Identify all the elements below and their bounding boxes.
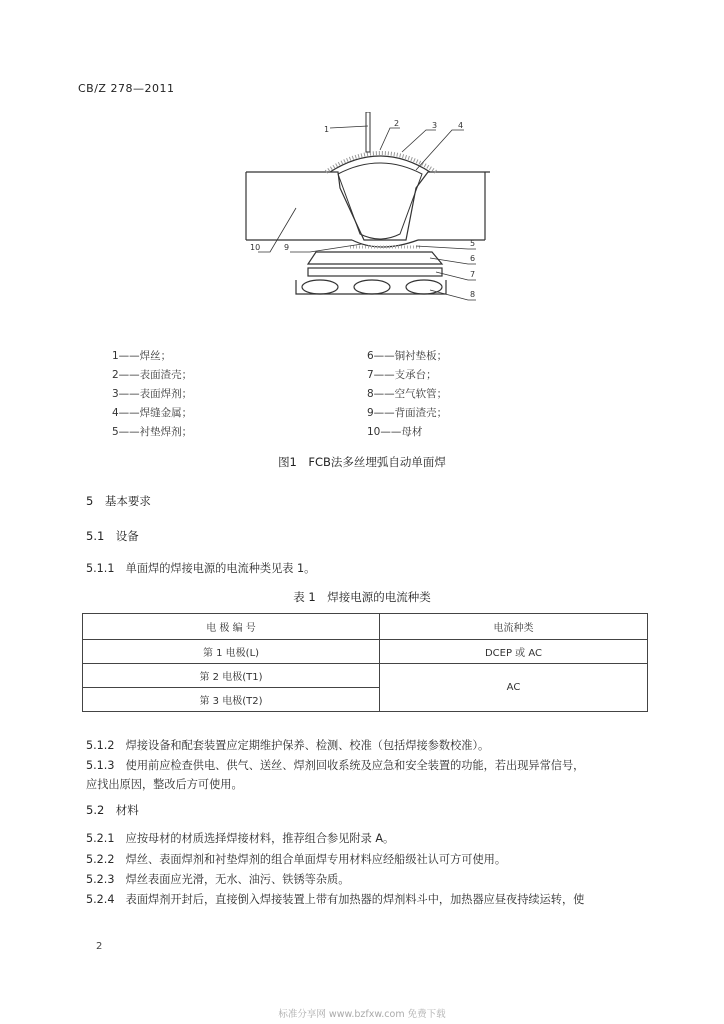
base-metal bbox=[246, 172, 490, 240]
legend-item: 3——表面焊剂； bbox=[112, 388, 193, 400]
air-hose bbox=[302, 280, 338, 294]
table-cell: 第 1 电极(L) bbox=[83, 640, 380, 664]
hose-tray bbox=[296, 280, 446, 294]
current-type-table bbox=[82, 613, 648, 712]
table-cell: 第 3 电极(T2) bbox=[83, 688, 380, 712]
weld-metal bbox=[338, 163, 422, 239]
legend-item: 1——焊丝； bbox=[112, 350, 172, 362]
figure-caption: 图1 FCB法多丝埋弧自动单面焊 bbox=[278, 455, 446, 469]
legend-item: 2——表面渣壳； bbox=[112, 369, 193, 381]
section-heading: 5 基本要求 bbox=[86, 494, 151, 508]
callout-8: 8 bbox=[470, 290, 476, 299]
callout-4: 4 bbox=[458, 121, 464, 130]
callout-10: 10 bbox=[250, 243, 261, 252]
legend-item: 5——衬垫焊剂； bbox=[112, 426, 193, 438]
clause-text: 5.1.2 焊接设备和配套装置应定期维护保养、检测、校准（包括焊接参数校准）。 bbox=[86, 739, 490, 752]
clause-text: 5.2.1 应按母材的材质选择焊接材料，推荐组合参见附录 A。 bbox=[86, 832, 395, 845]
clause-text: 5.2.4 表面焊剂开封后，直接倒入焊接装置上带有加热器的焊剂料斗中，加热器应昼夜持续运转，使 bbox=[86, 893, 585, 906]
clause-text: 5.2.2 焊丝、表面焊剂和衬垫焊剂的组合单面焊专用材料应经船级社认可方可使用。 bbox=[86, 853, 507, 866]
table-header-cell: 电 极 编 号 bbox=[83, 614, 380, 640]
clause-text-continued: 应找出原因，整改后方可使用。 bbox=[86, 778, 243, 791]
welding-diagram bbox=[230, 112, 490, 317]
table-cell: 第 2 电极(T1) bbox=[83, 664, 380, 688]
clause-text: 5.1.3 使用前应检查供电、供气、送丝、焊剂回收系统及应急和安全装置的功能，若出现异常信号， bbox=[86, 759, 585, 772]
table-cell: AC bbox=[380, 664, 648, 712]
callout-7: 7 bbox=[470, 270, 476, 279]
legend-item: 6——铜衬垫板； bbox=[367, 350, 448, 362]
callout-2: 2 bbox=[394, 119, 400, 128]
table-header-cell: 电流种类 bbox=[380, 614, 648, 640]
wire-electrode bbox=[366, 112, 370, 152]
callout-1: 1 bbox=[324, 125, 330, 134]
page-number: 2 bbox=[96, 941, 103, 952]
callout-5: 5 bbox=[470, 239, 476, 248]
table-cell: DCEP 或 AC bbox=[380, 640, 648, 664]
legend-item: 10——母材 bbox=[367, 426, 423, 438]
table-title: 表 1 焊接电源的电流种类 bbox=[293, 590, 431, 604]
subsection-heading: 5.2 材料 bbox=[86, 803, 139, 817]
legend-item: 4——焊缝金属； bbox=[112, 407, 193, 419]
callout-6: 6 bbox=[470, 254, 476, 263]
back-bead bbox=[352, 240, 418, 247]
support-table bbox=[308, 268, 442, 276]
air-hose bbox=[354, 280, 390, 294]
legend-item: 8——空气软管； bbox=[367, 388, 448, 400]
standard-code: CB/Z 278—2011 bbox=[78, 82, 175, 95]
callout-9: 9 bbox=[284, 243, 290, 252]
subsection-heading: 5.1 设备 bbox=[86, 529, 139, 543]
watermark-footer: 标准分享网 www.bzfxw.com 免费下载 bbox=[278, 1009, 446, 1020]
legend-item: 9——背面渣壳； bbox=[367, 407, 448, 419]
copper-backing-plate bbox=[308, 252, 442, 264]
clause-text: 5.1.1 单面焊的焊接电源的电流种类见表 1。 bbox=[86, 562, 316, 575]
legend-item: 7——支承台； bbox=[367, 369, 437, 381]
callout-3: 3 bbox=[432, 121, 438, 130]
clause-text: 5.2.3 焊丝表面应光滑，无水、油污、铁锈等杂质。 bbox=[86, 873, 350, 886]
